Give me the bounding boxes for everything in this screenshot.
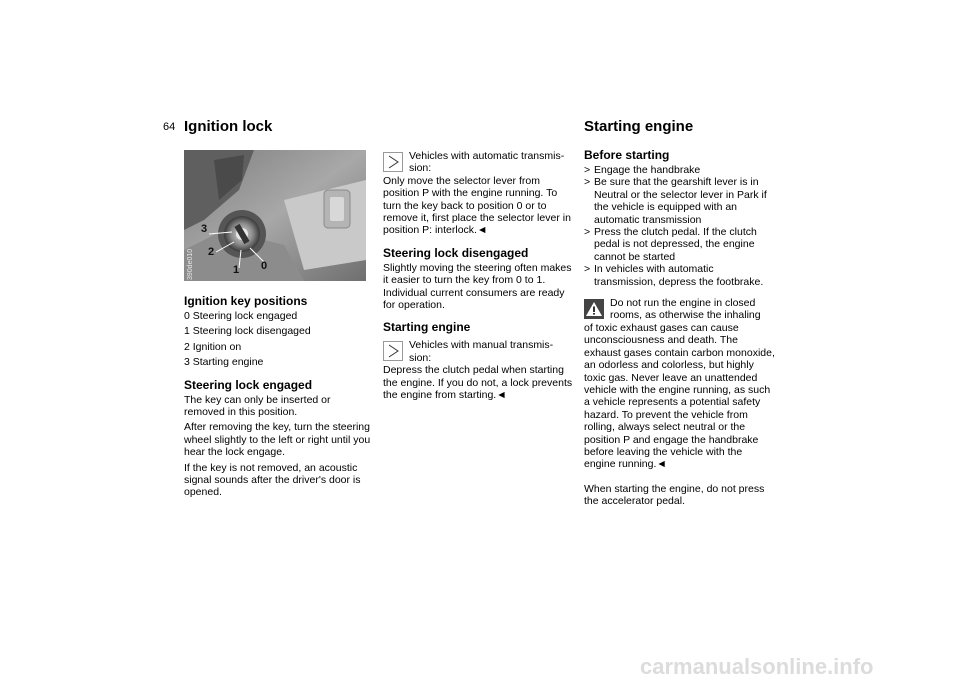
bullet-marker: >	[584, 164, 591, 176]
position-item: 1 Steering lock disengaged	[184, 325, 311, 338]
heading-steering-lock-disengaged: Steering lock disengaged	[383, 245, 529, 260]
list-item	[584, 226, 776, 263]
paragraph: After removing the key, turn the steering wheel slightly to the left or right until you hear the lock engage.	[184, 421, 371, 459]
paragraph: of toxic exhaust gases can cause unconsciousness and death. The exhaust gases contain carbon monoxide, an odorless and colorless, but highly toxic gas. Never leave an unattended vehicle with the engine running, as such a vehicle represents a potential safety hazard. To prevent the vehicle from rolling, always select neutral or the position P and engage the handbrake before leaving the vehicle with the engine running.◄	[584, 321, 775, 471]
heading-steering-lock-engaged: Steering lock engaged	[184, 377, 313, 392]
heading-before-starting: Before starting	[584, 148, 670, 162]
heading-ignition-key-positions: Ignition key positions	[184, 294, 308, 308]
bullet-marker: >	[584, 226, 591, 239]
column-3	[584, 148, 776, 508]
position-label-1: 1	[233, 264, 240, 276]
ignition-lock-photo	[184, 150, 366, 281]
page-number: 64	[163, 121, 176, 133]
position-item: 0 Steering lock engaged	[184, 310, 298, 322]
paragraph: The key can only be inserted or removed in this position.	[184, 393, 331, 419]
warning-note	[584, 297, 776, 322]
footer-watermark: carmanualsonline.info	[640, 654, 874, 679]
note-automatic-transmission	[383, 150, 575, 175]
note-text: sion:	[409, 162, 432, 175]
position-item: 2 Ignition on	[184, 340, 242, 353]
paragraph: When starting the engine, do not press the accelerator pedal.	[584, 482, 765, 508]
position-item: 3 Starting engine	[184, 356, 264, 369]
paragraph: Depress the clutch pedal when starting the engine. If you do not, a lock prevents the engine from starting.◄	[383, 364, 573, 402]
paragraph: Only move the selector lever from position P with the engine running. To turn the key back to position 0 or to remove it, first place the selector lever in position P: interlock.◄	[383, 174, 571, 237]
note-text: Vehicles with manual transmis-	[409, 339, 554, 352]
position-label-3: 3	[201, 223, 208, 235]
left-title: Ignition lock	[184, 118, 273, 135]
warning-text: Do not run the engine in closed	[610, 297, 756, 310]
ignition-lock-illustration	[184, 150, 366, 281]
bullet-text: Press the clutch pedal. If the clutch pedal is not depressed, the engine cannot be started	[594, 226, 757, 263]
warning-text: rooms, as otherwise the inhaling	[610, 309, 761, 322]
bullet-text: In vehicles with automatic transmission, depress the footbrake.	[594, 263, 764, 288]
note-triangle-icon	[383, 152, 403, 172]
position-label-0: 0	[261, 260, 268, 272]
note-text: Vehicles with automatic transmis-	[409, 150, 565, 162]
right-title: Starting engine	[584, 118, 694, 135]
list-item	[584, 164, 776, 176]
photo-code: 390de010	[187, 248, 194, 280]
bullet-marker: >	[584, 176, 591, 189]
paragraph: Slightly moving the steering often makes it easier to turn the key from 0 to 1. Individual current consumers are ready for operation.	[383, 261, 572, 312]
bullet-text: Be sure that the gearshift lever is in Neutral or the selector lever in Park if the vehicle is equipped with an automatic transmission	[594, 176, 767, 226]
warning-icon	[584, 299, 604, 319]
note-triangle-icon	[383, 341, 403, 361]
list-item	[584, 263, 776, 288]
list-item	[584, 176, 776, 226]
position-label-2: 2	[208, 246, 215, 258]
bullet-text: Engage the handbrake	[594, 164, 701, 176]
heading-starting-engine: Starting engine	[383, 320, 471, 335]
paragraph: If the key is not removed, an acoustic signal sounds after the driver's door is opened.	[184, 461, 361, 499]
column-1	[184, 294, 374, 499]
note-manual-transmission	[383, 339, 575, 364]
column-2	[383, 150, 575, 402]
bullet-marker: >	[584, 263, 591, 276]
note-text: sion:	[409, 351, 432, 364]
